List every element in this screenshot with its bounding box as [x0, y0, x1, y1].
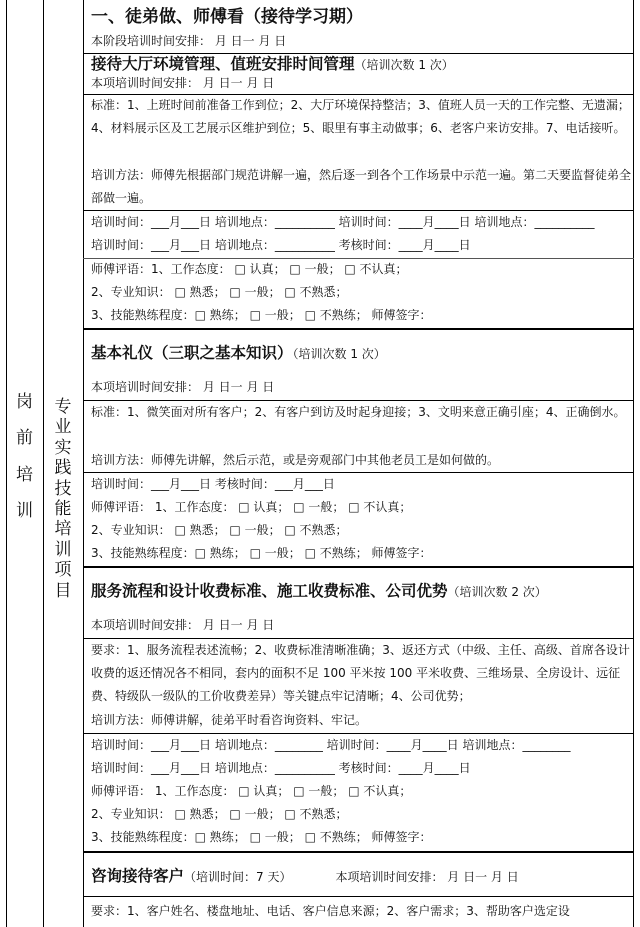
section-1-title: 接待大厅环境管理、值班安排时间管理（培训次数 1 次） — [91, 55, 454, 73]
section-2-method: 培训方法：师傅先讲解，然后示范，或是旁观部门中其他老员工是如何做的。 — [91, 453, 500, 467]
section-4-time: 本项培训时间安排： 月 日一 月 日 — [335, 870, 519, 884]
rule — [83, 566, 634, 568]
rule — [83, 851, 634, 853]
section-1-schedule-row-1: 培训时间：___月___日 培训地点：__________ 培训时间：____月____日 培训地点：__________ — [91, 215, 595, 229]
section-2-standard: 标准：1、微笑面对所有客户；2、有客户到访及时起身迎接；3、文明来意正确引座；4、正确倒水。 — [91, 405, 626, 419]
section-4-header — [91, 863, 634, 890]
side-label-pre-job-training: 岗 前 培 训 — [16, 392, 33, 522]
section-1-evaluation-knowledge: 2、专业知识： □ 熟悉； □ 一般； □ 不熟悉； — [91, 285, 348, 299]
period-schedule: 本阶段培训时间安排： 月 日一 月 日 — [91, 34, 287, 48]
section-2-title: 基本礼仪（三职之基本知识）（培训次数 1 次） — [91, 344, 386, 362]
section-3-time: 本项培训时间安排： 月 日一 月 日 — [91, 618, 275, 632]
section-4-requirements: 要求：1、客户姓名、楼盘地址、电话、客户信息来源；2、客户需求；3、帮助客户选定设 — [91, 904, 570, 918]
section-1-time: 本项培训时间安排： 月 日一 月 日 — [91, 76, 275, 90]
section-3-evaluation-attitude: 师傅评语： 1、工作态度： □ 认真； □ 一般； □ 不认真； — [91, 784, 412, 798]
rule — [83, 328, 634, 330]
section-3-evaluation-skill: 3、技能熟练程度：□ 熟练； □ 一般； □ 不熟练； 师傅签字： — [91, 830, 432, 844]
section-4-title: 咨询接待客户 — [91, 867, 185, 885]
section-2-evaluation-knowledge: 2、专业知识： □ 熟悉； □ 一般； □ 不熟悉； — [91, 523, 348, 537]
section-1-evaluation-attitude: 师傅评语：1、工作态度： □ 认真； □ 一般； □ 不认真； — [91, 262, 408, 276]
section-3-schedule-row-2: 培训时间：___月___日 培训地点：__________ 考核时间：____月____日 — [91, 761, 471, 775]
section-3-requirements: 要求：1、服务流程表述流畅；2、收费标准清晰准确；3、返还方式（中级、主任、高级、首席各设计收费的返还情况各不相同，套内的面积不足 100 平米按 100 平米收费、三维场景、全房设计、远征费、特级队一级队的工价收费差异）等关键点牢记清晰；4、公司优势； — [91, 643, 630, 703]
section-2-time: 本项培训时间安排： 月 日一 月 日 — [91, 380, 275, 394]
section-1-method: 培训方法：师傅先根据部门规范讲解一遍，然后逐一到各个工作场景中示范一遍。第二天要监督徒弟全部做一遍。 — [91, 168, 632, 205]
section-4-count: （培训时间：7 天） — [184, 870, 292, 884]
section-1-standard: 标准：1、上班时间前准备工作到位；2、大厅环境保持整洁；3、值班人员一天的工作完整、无遗漏；4、材料展示区及工艺展示区维护到位；5、眼里有事主动做事；6、老客户来访安排。7、电话接听。 — [91, 98, 630, 135]
section-3-schedule-row-1: 培训时间：___月___日 培训地点：________ 培训时间：____月____日 培训地点：________ — [91, 738, 571, 752]
section-2-evaluation-skill: 3、技能熟练程度：□ 熟练； □ 一般； □ 不熟练； 师傅签字： — [91, 546, 432, 560]
section-2-evaluation-attitude: 师傅评语： 1、工作态度： □ 认真； □ 一般； □ 不认真； — [91, 500, 412, 514]
side-label-professional-practice: 专 业 实 践 技 能 培 训 项 目 — [54, 397, 72, 601]
section-3-method: 培训方法：师傅讲解，徒弟平时看咨询资料、牢记。 — [91, 713, 368, 727]
section-2-schedule-row: 培训时间：___月___日 考核时间：___月___日 — [91, 477, 335, 491]
section-3-evaluation-knowledge: 2、专业知识： □ 熟悉； □ 一般； □ 不熟悉； — [91, 807, 348, 821]
page-title: 一、徒弟做、师傅看（接待学习期） — [91, 7, 363, 27]
section-1-evaluation-skill: 3、技能熟练程度：□ 熟练； □ 一般； □ 不熟练； 师傅签字： — [91, 308, 432, 322]
section-1-schedule-row-2: 培训时间：___月___日 培训地点：__________ 考核时间：____月____日 — [91, 238, 471, 252]
rule — [83, 896, 634, 897]
col-divider-2 — [83, 0, 84, 927]
section-3-title: 服务流程和设计收费标准、施工收费标准、公司优势（培训次数 2 次） — [91, 582, 547, 600]
